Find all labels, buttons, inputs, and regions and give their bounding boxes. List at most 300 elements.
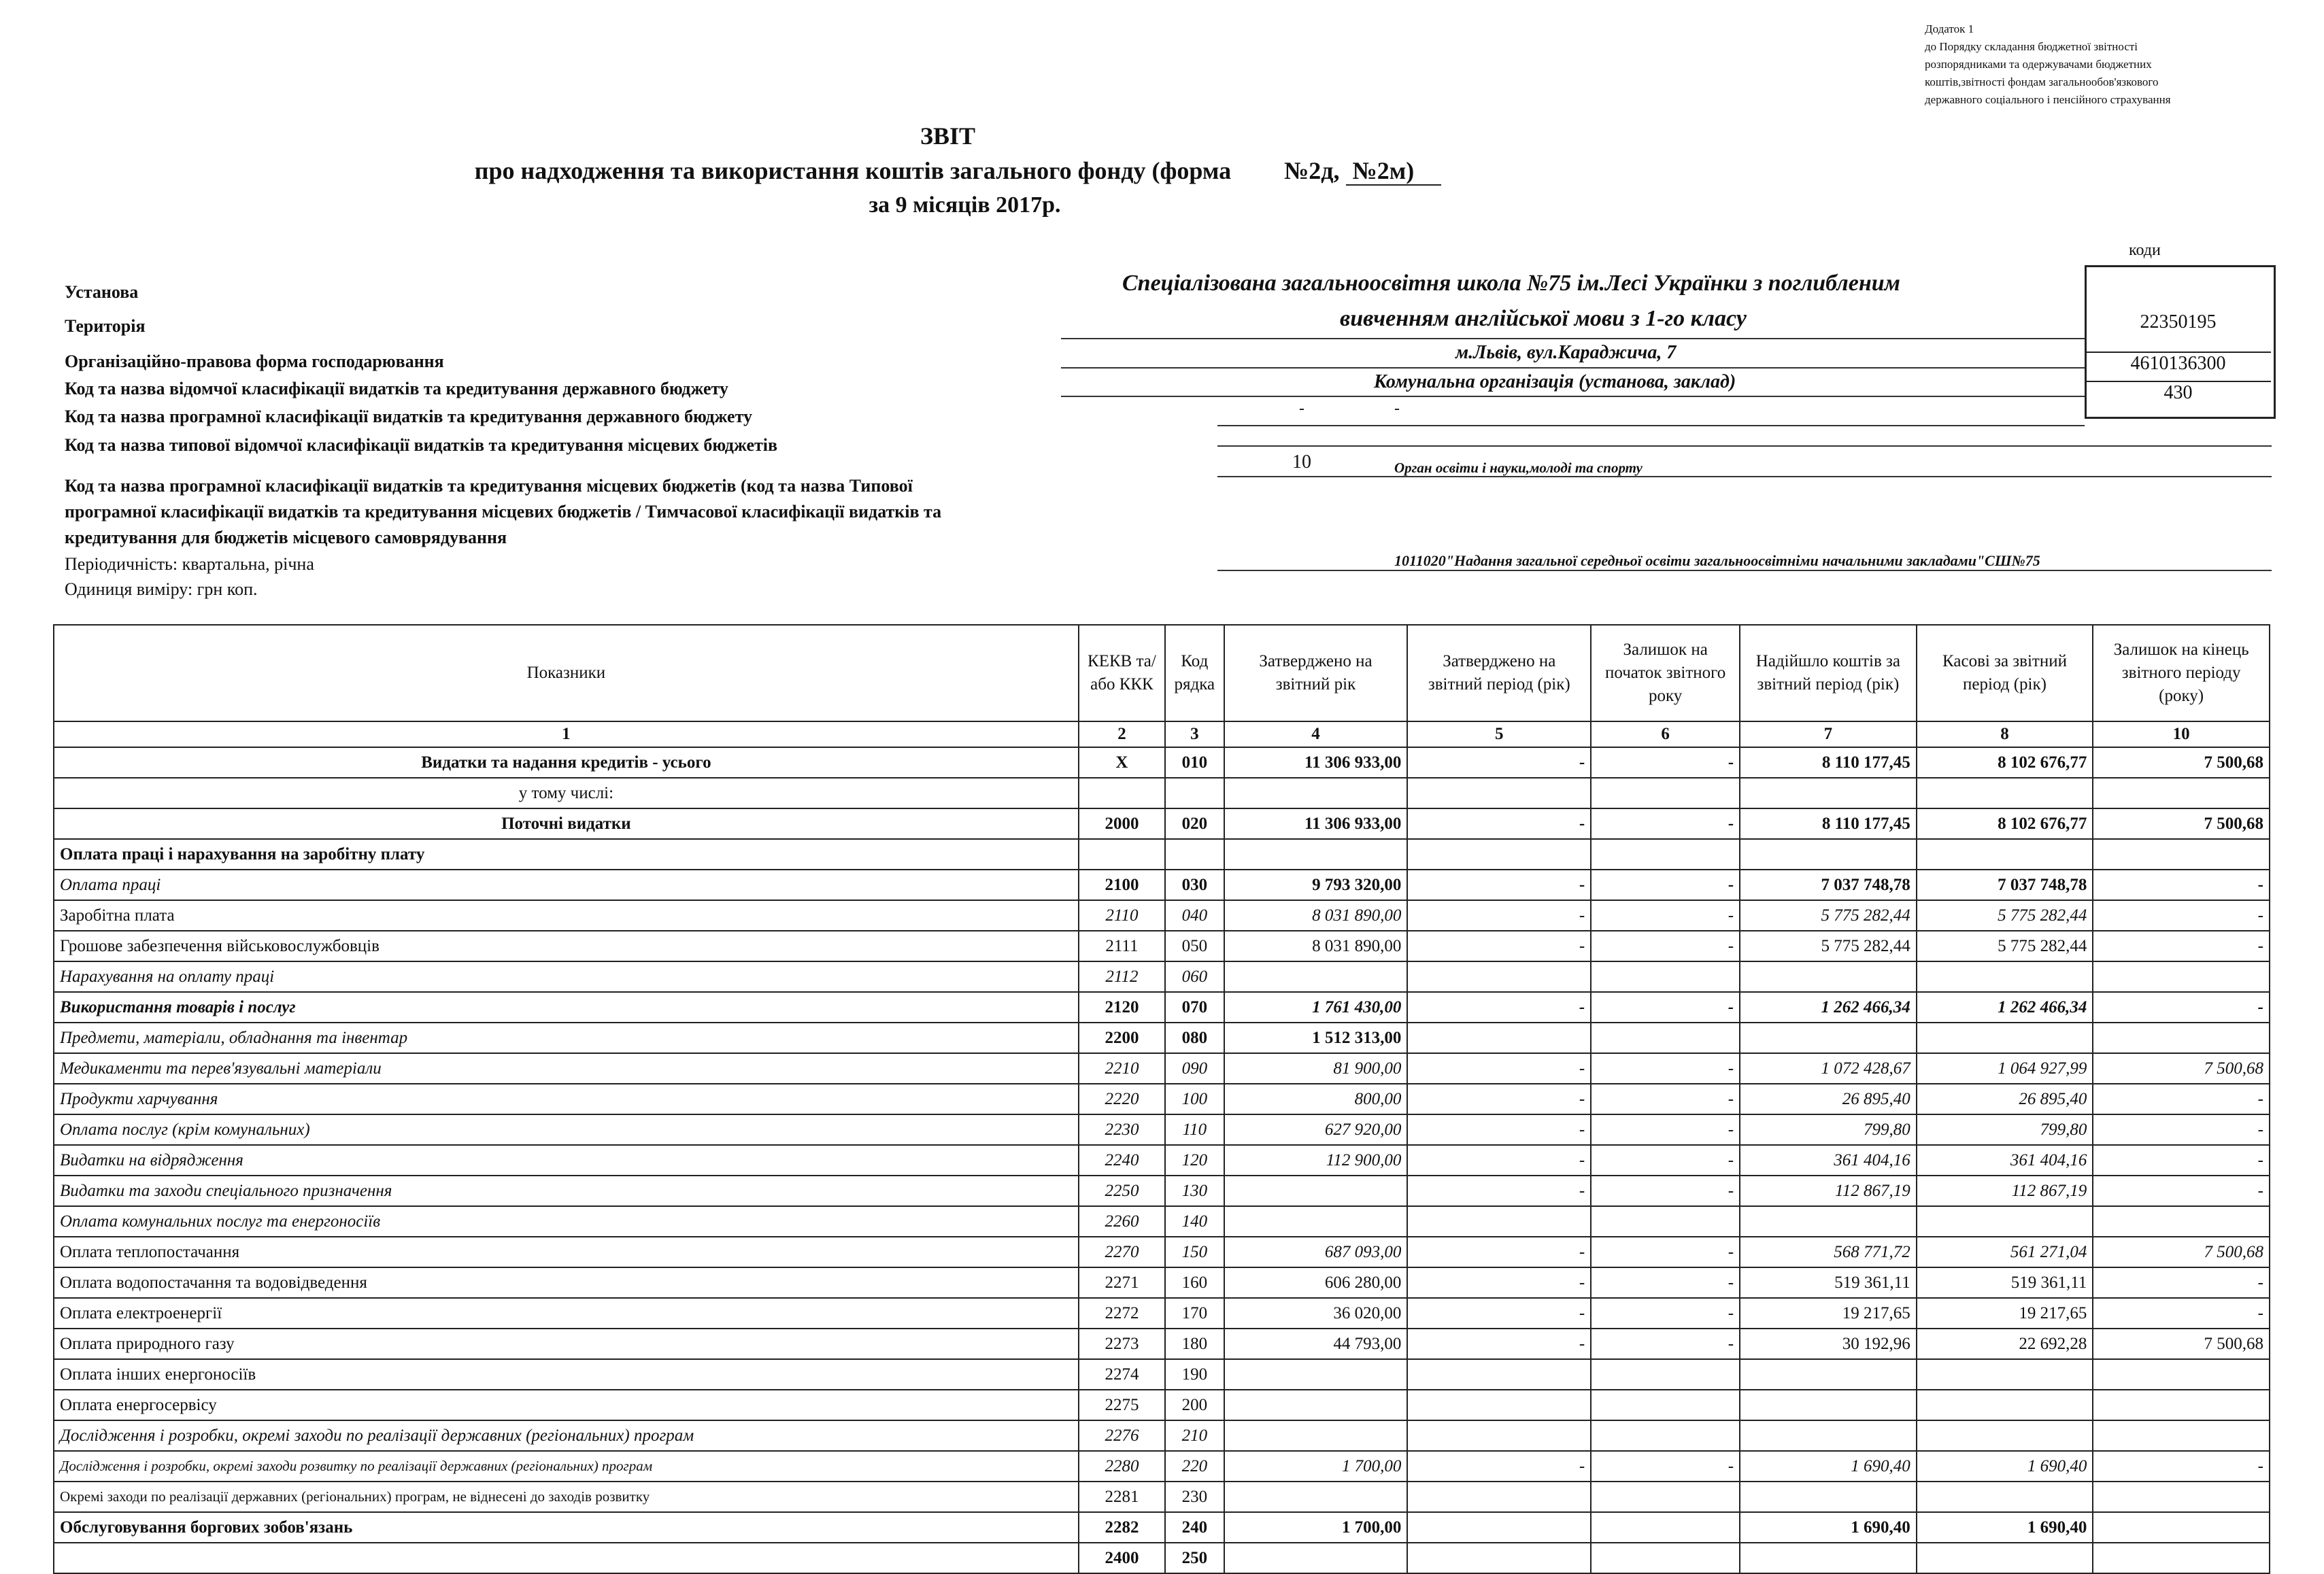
col-number: 4 (1224, 721, 1408, 747)
row-kekv: 2280 (1079, 1451, 1165, 1482)
row-approved-period (1407, 1206, 1591, 1237)
underline (1061, 396, 2085, 397)
row-approved-period (1407, 1543, 1591, 1573)
table-row (54, 1543, 2270, 1573)
row-approved-period: - (1407, 1114, 1591, 1145)
row-kekv: 2271 (1079, 1267, 1165, 1298)
local-program-label-2: програмної класифікації видатків та кредитування місцевих бюджетів / Тимчасової класифікації видатків та (65, 502, 942, 521)
row-balance-start: - (1591, 1267, 1740, 1298)
row-approved-period (1407, 1359, 1591, 1390)
row-cash: 8 102 676,77 (1917, 747, 2093, 778)
row-indicator: Продукти харчування (54, 1084, 1079, 1114)
row-kekv: 2120 (1079, 992, 1165, 1023)
row-indicator: Нарахування на оплату праці (54, 961, 1079, 992)
row-balance-end: - (2093, 870, 2270, 900)
table-row (54, 1451, 2270, 1482)
row-approved-year (1224, 1420, 1408, 1451)
row-approved-period: - (1407, 747, 1591, 778)
col-number: 3 (1165, 721, 1224, 747)
appendix-note (1925, 20, 2278, 109)
row-cash: 799,80 (1917, 1114, 2093, 1145)
row-code: 220 (1165, 1451, 1224, 1482)
row-balance-start (1591, 1420, 1740, 1451)
row-cash: 561 271,04 (1917, 1237, 2093, 1267)
row-code: 070 (1165, 992, 1224, 1023)
row-cash (1917, 1390, 2093, 1420)
row-code: 130 (1165, 1176, 1224, 1206)
row-kekv: 2100 (1079, 870, 1165, 900)
title-line-2 (0, 153, 2324, 188)
row-balance-end: 7 500,68 (2093, 747, 2270, 778)
row-approved-year: 1 700,00 (1224, 1451, 1408, 1482)
appendix-line: державного соціального і пенсійного страхування (1925, 93, 2171, 106)
row-kekv: 2110 (1079, 900, 1165, 931)
row-kekv: 2111 (1079, 931, 1165, 961)
table-header-row (54, 625, 2270, 721)
row-received (1740, 1206, 1917, 1237)
row-approved-year: 800,00 (1224, 1084, 1408, 1114)
table-row (54, 1176, 2270, 1206)
row-received: 112 867,19 (1740, 1176, 1917, 1206)
row-code (1165, 778, 1224, 808)
row-received (1740, 1023, 1917, 1053)
table-number-row (54, 721, 2270, 747)
row-balance-start: - (1591, 1329, 1740, 1359)
col-header-received: Надійшло коштів за звітний період (рік) (1740, 625, 1917, 721)
row-approved-period: - (1407, 1267, 1591, 1298)
row-balance-start (1591, 1390, 1740, 1420)
row-approved-year (1224, 1390, 1408, 1420)
report-title (0, 119, 2324, 222)
col-header-balance-end: Залишок на кінець звітного періоду (року) (2093, 625, 2270, 721)
code-institution: 22350195 (2140, 311, 2217, 332)
row-code: 250 (1165, 1543, 1224, 1573)
row-cash (1917, 1023, 2093, 1053)
table-row (54, 992, 2270, 1023)
row-cash (1917, 1420, 2093, 1451)
row-approved-period (1407, 839, 1591, 870)
row-approved-period: - (1407, 1145, 1591, 1176)
row-cash: 1 690,40 (1917, 1451, 2093, 1482)
row-code: 140 (1165, 1206, 1224, 1237)
table-row (54, 1145, 2270, 1176)
row-balance-end (2093, 1543, 2270, 1573)
row-balance-start (1591, 839, 1740, 870)
local-program-label-3: кредитування для бюджетів місцевого самоврядування (65, 528, 507, 547)
table-row (54, 1053, 2270, 1084)
row-code: 200 (1165, 1390, 1224, 1420)
row-approved-year: 627 920,00 (1224, 1114, 1408, 1145)
row-received: 519 361,11 (1740, 1267, 1917, 1298)
row-kekv: 2112 (1079, 961, 1165, 992)
row-approved-period (1407, 1420, 1591, 1451)
appendix-line: коштів,звітності фондам загальнообов'язкового (1925, 75, 2159, 88)
row-approved-year: 687 093,00 (1224, 1237, 1408, 1267)
row-balance-start (1591, 1482, 1740, 1512)
local-program-value: 1011020"Надання загальної середньої освіти загальноосвітніми начальними закладами"СШ№75 (1394, 552, 2040, 569)
row-cash (1917, 1482, 2093, 1512)
col-header-code: Код рядка (1165, 625, 1224, 721)
row-received: 19 217,65 (1740, 1298, 1917, 1329)
row-code: 060 (1165, 961, 1224, 992)
row-balance-end (2093, 961, 2270, 992)
row-indicator: Оплата природного газу (54, 1329, 1079, 1359)
table-body (54, 747, 2270, 1573)
row-balance-start: - (1591, 1451, 1740, 1482)
row-kekv: 2240 (1079, 1145, 1165, 1176)
table-row (54, 870, 2270, 900)
row-balance-end: - (2093, 1451, 2270, 1482)
row-indicator: Окремі заходи по реалізації державних (регіональних) програм, не віднесені до заходів розвитку (54, 1482, 1079, 1512)
row-code: 030 (1165, 870, 1224, 900)
row-indicator: Видатки на відрядження (54, 1145, 1079, 1176)
row-balance-end (2093, 1023, 2270, 1053)
row-balance-end (2093, 1482, 2270, 1512)
row-balance-end (2093, 1390, 2270, 1420)
row-balance-end: - (2093, 1114, 2270, 1145)
row-received: 7 037 748,78 (1740, 870, 1917, 900)
row-code: 080 (1165, 1023, 1224, 1053)
row-received (1740, 1359, 1917, 1390)
row-kekv: 2220 (1079, 1084, 1165, 1114)
row-kekv: 2275 (1079, 1390, 1165, 1420)
row-approved-period (1407, 1482, 1591, 1512)
table-row (54, 1298, 2270, 1329)
row-balance-end: - (2093, 931, 2270, 961)
row-approved-year: 9 793 320,00 (1224, 870, 1408, 900)
row-approved-year (1224, 961, 1408, 992)
row-received: 5 775 282,44 (1740, 931, 1917, 961)
row-balance-end (2093, 1512, 2270, 1543)
row-kekv: 2250 (1079, 1176, 1165, 1206)
row-cash: 519 361,11 (1917, 1267, 2093, 1298)
underline (1217, 445, 2272, 447)
row-approved-year: 8 031 890,00 (1224, 900, 1408, 931)
underline (1061, 367, 2085, 369)
row-indicator: Видатки та заходи спеціального призначення (54, 1176, 1079, 1206)
title-line-3: за 9 місяців 2017р. (869, 192, 1061, 218)
col-number: 8 (1917, 721, 2093, 747)
table-row (54, 1023, 2270, 1053)
row-indicator: Предмети, матеріали, обладнання та інвентар (54, 1023, 1079, 1053)
title-line-1: ЗВІТ (920, 122, 976, 150)
row-received: 30 192,96 (1740, 1329, 1917, 1359)
row-approved-period (1407, 778, 1591, 808)
row-balance-end: 7 500,68 (2093, 1237, 2270, 1267)
row-received: 8 110 177,45 (1740, 747, 1917, 778)
row-cash (1917, 1543, 2093, 1573)
row-balance-start (1591, 1512, 1740, 1543)
row-cash (1917, 961, 2093, 992)
row-balance-end (2093, 1206, 2270, 1237)
org-form-value: Комунальна організація (установа, заклад) (1374, 371, 1736, 392)
row-balance-end (2093, 1359, 2270, 1390)
row-indicator: Оплата водопостачання та водовідведення (54, 1267, 1079, 1298)
row-balance-start: - (1591, 747, 1740, 778)
row-approved-year: 36 020,00 (1224, 1298, 1408, 1329)
row-approved-year (1224, 1543, 1408, 1573)
row-balance-start: - (1591, 992, 1740, 1023)
row-cash (1917, 1206, 2093, 1237)
row-approved-period: - (1407, 1176, 1591, 1206)
row-approved-year (1224, 778, 1408, 808)
col-number: 5 (1407, 721, 1591, 747)
row-approved-period (1407, 1023, 1591, 1053)
report-table (53, 624, 2270, 1574)
row-kekv: 2274 (1079, 1359, 1165, 1390)
row-received (1740, 961, 1917, 992)
row-approved-period: - (1407, 1329, 1591, 1359)
row-approved-year: 1 512 313,00 (1224, 1023, 1408, 1053)
row-cash: 22 692,28 (1917, 1329, 2093, 1359)
row-approved-year: 81 900,00 (1224, 1053, 1408, 1084)
row-balance-end: 7 500,68 (2093, 1329, 2270, 1359)
row-cash: 7 037 748,78 (1917, 870, 2093, 900)
row-kekv: 2273 (1079, 1329, 1165, 1359)
row-balance-start (1591, 778, 1740, 808)
row-kekv (1079, 839, 1165, 870)
col-header-cash: Касові за звітний період (рік) (1917, 625, 2093, 721)
code-org-form: 430 (2085, 381, 2271, 404)
row-balance-start: - (1591, 1114, 1740, 1145)
row-approved-period: - (1407, 870, 1591, 900)
row-approved-year (1224, 1359, 1408, 1390)
form-m: №2м) (1346, 157, 1442, 186)
territory-label: Територія (65, 316, 146, 336)
row-balance-end: - (2093, 900, 2270, 931)
dept-dash-1: - (1299, 400, 1304, 417)
row-code: 240 (1165, 1512, 1224, 1543)
row-kekv: 2272 (1079, 1298, 1165, 1329)
dept-dash-2: - (1394, 400, 1400, 417)
row-indicator: Заробітна плата (54, 900, 1079, 931)
row-cash: 112 867,19 (1917, 1176, 2093, 1206)
row-balance-end: - (2093, 1176, 2270, 1206)
row-kekv (1079, 778, 1165, 808)
row-received (1740, 1543, 1917, 1573)
typical-code-label: Код та назва типової відомчої класифікації видатків та кредитування місцевих бюджетів (65, 435, 778, 455)
col-number: 10 (2093, 721, 2270, 747)
table-row (54, 1482, 2270, 1512)
row-balance-start: - (1591, 1053, 1740, 1084)
row-balance-end: - (2093, 1145, 2270, 1176)
appendix-line: Додаток 1 (1925, 22, 1974, 35)
row-balance-start (1591, 1206, 1740, 1237)
col-header-balance-start: Залишок на початок звітного року (1591, 625, 1740, 721)
row-balance-start: - (1591, 1084, 1740, 1114)
row-indicator: Поточні видатки (54, 808, 1079, 839)
table-row (54, 808, 2270, 839)
row-approved-year: 11 306 933,00 (1224, 808, 1408, 839)
row-kekv: 2276 (1079, 1420, 1165, 1451)
row-received: 1 690,40 (1740, 1451, 1917, 1482)
row-code: 090 (1165, 1053, 1224, 1084)
row-cash: 5 775 282,44 (1917, 931, 2093, 961)
row-approved-year (1224, 1206, 1408, 1237)
row-received: 568 771,72 (1740, 1237, 1917, 1267)
row-approved-year: 44 793,00 (1224, 1329, 1408, 1359)
table-row (54, 1390, 2270, 1420)
underline (1061, 338, 2085, 339)
row-balance-start: - (1591, 1298, 1740, 1329)
row-balance-start (1591, 1359, 1740, 1390)
row-balance-end (2093, 1420, 2270, 1451)
org-form-label: Організаційно-правова форма господарювання (65, 352, 444, 371)
form-d: №2д, (1284, 157, 1340, 184)
row-cash (1917, 839, 2093, 870)
row-received (1740, 1390, 1917, 1420)
row-kekv: 2260 (1079, 1206, 1165, 1237)
row-indicator: Використання товарів і послуг (54, 992, 1079, 1023)
row-indicator: Оплата послуг (крім комунальних) (54, 1114, 1079, 1145)
col-number: 6 (1591, 721, 1740, 747)
row-indicator: Оплата праці і нарахування на заробітну плату (54, 839, 1079, 870)
table-row (54, 1267, 2270, 1298)
row-code: 040 (1165, 900, 1224, 931)
row-indicator: Видатки та надання кредитів - усього (54, 747, 1079, 778)
table-row (54, 1084, 2270, 1114)
row-balance-start (1591, 1023, 1740, 1053)
row-kekv: 2281 (1079, 1482, 1165, 1512)
col-header-kekv: КЕКВ та/або ККК (1079, 625, 1165, 721)
row-approved-period (1407, 1390, 1591, 1420)
row-balance-end: 7 500,68 (2093, 808, 2270, 839)
row-balance-start: - (1591, 870, 1740, 900)
row-code: 150 (1165, 1237, 1224, 1267)
row-code: 020 (1165, 808, 1224, 839)
row-approved-period: - (1407, 1053, 1591, 1084)
table-row (54, 1512, 2270, 1543)
row-indicator: Дослідження і розробки, окремі заходи розвитку по реалізації державних (регіональних) програм (54, 1451, 1079, 1482)
row-balance-end: - (2093, 1084, 2270, 1114)
row-kekv: 2210 (1079, 1053, 1165, 1084)
table-row (54, 1237, 2270, 1267)
underline (1217, 425, 2085, 426)
row-indicator: Оплата енергосервісу (54, 1390, 1079, 1420)
col-header-indicator: Показники (54, 625, 1079, 721)
row-code: 230 (1165, 1482, 1224, 1512)
row-balance-end (2093, 778, 2270, 808)
row-received (1740, 778, 1917, 808)
code-territory: 4610136300 (2085, 352, 2271, 375)
row-kekv: 2282 (1079, 1512, 1165, 1543)
row-received: 799,80 (1740, 1114, 1917, 1145)
row-indicator: Грошове забезпечення військовослужбовців (54, 931, 1079, 961)
row-indicator: Оплата інших енергоносіїв (54, 1359, 1079, 1390)
row-approved-year: 1 700,00 (1224, 1512, 1408, 1543)
row-approved-year (1224, 1482, 1408, 1512)
row-kekv: X (1079, 747, 1165, 778)
row-cash (1917, 778, 2093, 808)
row-code: 160 (1165, 1267, 1224, 1298)
unit-of-measure: Одиниця виміру: грн коп. (65, 579, 258, 599)
row-cash: 8 102 676,77 (1917, 808, 2093, 839)
row-approved-year: 112 900,00 (1224, 1145, 1408, 1176)
row-approved-period: - (1407, 1298, 1591, 1329)
codes-label: коди (2129, 241, 2161, 259)
row-cash: 19 217,65 (1917, 1298, 2093, 1329)
table-row (54, 839, 2270, 870)
row-indicator: Оплата електроенергії (54, 1298, 1079, 1329)
row-cash: 1 262 466,34 (1917, 992, 2093, 1023)
row-balance-start: - (1591, 808, 1740, 839)
row-indicator: Оплата теплопостачання (54, 1237, 1079, 1267)
row-kekv: 2200 (1079, 1023, 1165, 1053)
row-cash: 1 064 927,99 (1917, 1053, 2093, 1084)
row-approved-year (1224, 1176, 1408, 1206)
row-balance-start: - (1591, 1145, 1740, 1176)
row-kekv: 2400 (1079, 1543, 1165, 1573)
row-balance-start (1591, 1543, 1740, 1573)
row-code: 100 (1165, 1084, 1224, 1114)
row-approved-year: 11 306 933,00 (1224, 747, 1408, 778)
row-code: 170 (1165, 1298, 1224, 1329)
row-approved-year: 8 031 890,00 (1224, 931, 1408, 961)
institution-label: Установа (65, 282, 139, 302)
row-indicator: Дослідження і розробки, окремі заходи по реалізації державних (регіональних) програм (54, 1420, 1079, 1451)
row-code: 050 (1165, 931, 1224, 961)
institution-name-1: Спеціалізована загальноосвітня школа №75 ім.Лесі Українки з поглибленим (1122, 271, 1900, 296)
appendix-line: розпорядниками та одержувачами бюджетних (1925, 58, 2152, 71)
typical-code: 10 (1292, 451, 1311, 473)
table-row (54, 1206, 2270, 1237)
row-received: 1 262 466,34 (1740, 992, 1917, 1023)
row-balance-end (2093, 839, 2270, 870)
col-header-approved-period: Затверджено на звітний період (рік) (1407, 625, 1591, 721)
row-approved-period (1407, 1512, 1591, 1543)
table-row (54, 931, 2270, 961)
row-approved-year: 606 280,00 (1224, 1267, 1408, 1298)
row-kekv: 2000 (1079, 808, 1165, 839)
row-code: 180 (1165, 1329, 1224, 1359)
row-balance-start: - (1591, 1176, 1740, 1206)
row-cash: 26 895,40 (1917, 1084, 2093, 1114)
row-approved-period: - (1407, 1084, 1591, 1114)
local-program-label-1: Код та назва програмної класифікації видатків та кредитування місцевих бюджетів (код та назва Типової (65, 476, 913, 496)
row-kekv: 2230 (1079, 1114, 1165, 1145)
row-approved-period: - (1407, 1451, 1591, 1482)
underline (1217, 476, 2272, 477)
row-received: 1 690,40 (1740, 1512, 1917, 1543)
row-approved-period: - (1407, 900, 1591, 931)
row-approved-period: - (1407, 808, 1591, 839)
col-number: 1 (54, 721, 1079, 747)
table-row (54, 1420, 2270, 1451)
row-received: 361 404,16 (1740, 1145, 1917, 1176)
table-row (54, 778, 2270, 808)
table-row (54, 1114, 2270, 1145)
row-received: 8 110 177,45 (1740, 808, 1917, 839)
table-row (54, 900, 2270, 931)
row-indicator: Оплата комунальних послуг та енергоносіїв (54, 1206, 1079, 1237)
row-indicator: Обслуговування боргових зобов'язань (54, 1512, 1079, 1543)
col-header-approved-year: Затверджено на звітний рік (1224, 625, 1408, 721)
row-balance-start: - (1591, 900, 1740, 931)
row-balance-start (1591, 961, 1740, 992)
row-balance-end: - (2093, 1267, 2270, 1298)
institution-name-2: вивченням англійської мови з 1-го класу (1340, 306, 1747, 331)
row-received: 5 775 282,44 (1740, 900, 1917, 931)
row-cash: 5 775 282,44 (1917, 900, 2093, 931)
table-row (54, 747, 2270, 778)
row-indicator: Медикаменти та перев'язувальні матеріали (54, 1053, 1079, 1084)
row-indicator: у тому числі: (54, 778, 1079, 808)
row-received: 26 895,40 (1740, 1084, 1917, 1114)
row-received: 1 072 428,67 (1740, 1053, 1917, 1084)
appendix-line: до Порядку складання бюджетної звітності (1925, 40, 2138, 53)
row-approved-period: - (1407, 992, 1591, 1023)
row-cash: 361 404,16 (1917, 1145, 2093, 1176)
